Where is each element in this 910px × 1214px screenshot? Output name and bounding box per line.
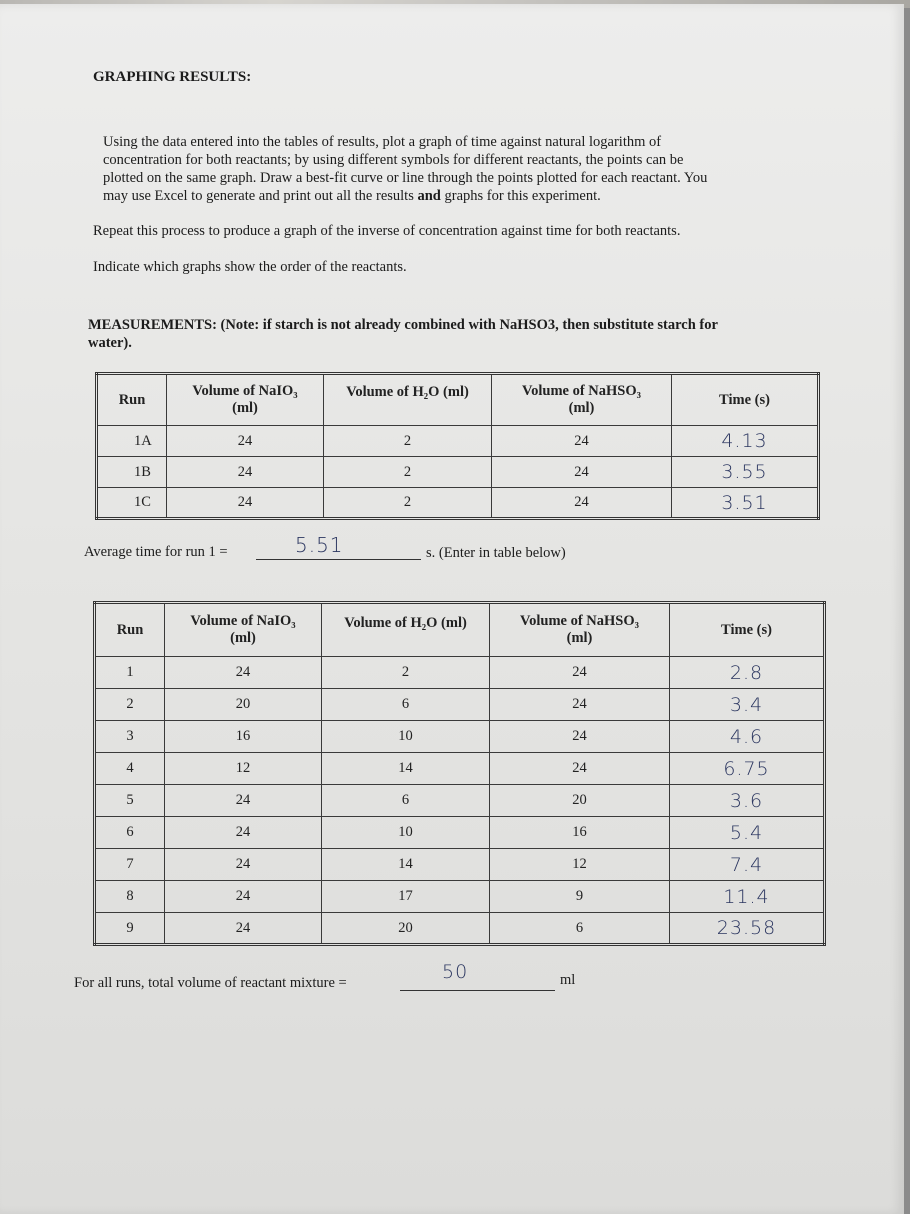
- run-cell: 1B: [97, 457, 167, 488]
- run-cell: 2: [95, 689, 165, 721]
- nahso3-cell: 16: [490, 817, 670, 849]
- nahso3-cell: 24: [492, 457, 672, 488]
- run-cell: 1A: [97, 426, 167, 457]
- header-naio3: Volume of NaIO₃ (ml): [167, 374, 324, 426]
- naio3-cell: 24: [165, 657, 322, 689]
- naio3-cell: 12: [165, 753, 322, 785]
- h2o-cell: 2: [324, 488, 492, 519]
- time-cell: 4.6: [670, 721, 825, 753]
- header-nahso3: Volume of NaHSO₃ (ml): [490, 603, 670, 657]
- time-cell: 11.4: [670, 881, 825, 913]
- header-time: Time (s): [672, 374, 819, 426]
- table-row: [95, 689, 825, 721]
- table-header-row: [95, 603, 825, 657]
- nahso3-cell: 20: [490, 785, 670, 817]
- nahso3-cell: 6: [490, 913, 670, 945]
- naio3-cell: 24: [165, 913, 322, 945]
- time-cell: 3.4: [670, 689, 825, 721]
- time-cell: 3.55: [672, 457, 819, 488]
- instruction-line: concentration for both reactants; by using different symbols for different reactants, the points can be: [103, 152, 684, 168]
- h2o-cell: 6: [322, 689, 490, 721]
- total-blank-line: [400, 990, 555, 991]
- nahso3-cell: 24: [492, 488, 672, 519]
- time-cell: 23.58: [670, 913, 825, 945]
- table-row: [95, 817, 825, 849]
- header-h2o: Volume of H₂O (ml): [322, 603, 490, 657]
- run-cell: 8: [95, 881, 165, 913]
- h2o-cell: 17: [322, 881, 490, 913]
- table-row: [95, 849, 825, 881]
- time-cell: 4.13: [672, 426, 819, 457]
- nahso3-cell: 24: [490, 721, 670, 753]
- naio3-cell: 24: [165, 785, 322, 817]
- table-row: [95, 881, 825, 913]
- h2o-cell: 2: [324, 426, 492, 457]
- table-row: [95, 753, 825, 785]
- h2o-cell: 14: [322, 849, 490, 881]
- table-row: [97, 457, 819, 488]
- naio3-cell: 24: [167, 426, 324, 457]
- table-row: [97, 426, 819, 457]
- instruction-line: plotted on the same graph. Draw a best-fit curve or line through the points plotted for each reactant. You: [103, 170, 708, 186]
- naio3-cell: 16: [165, 721, 322, 753]
- trial-runs-table: [95, 372, 820, 520]
- average-blank-line: [256, 559, 421, 560]
- time-cell: 5.4: [670, 817, 825, 849]
- nahso3-cell: 9: [490, 881, 670, 913]
- total-volume-label: For all runs, total volume of reactant mixture =: [74, 975, 347, 991]
- page-heading: GRAPHING RESULTS:: [93, 69, 252, 85]
- table-row: [95, 785, 825, 817]
- nahso3-cell: 24: [490, 753, 670, 785]
- header-h2o: Volume of H₂O (ml): [324, 374, 492, 426]
- naio3-cell: 24: [165, 817, 322, 849]
- instructions-paragraph-3: Indicate which graphs show the order of the reactants.: [93, 259, 407, 275]
- run-cell: 4: [95, 753, 165, 785]
- h2o-cell: 10: [322, 721, 490, 753]
- naio3-cell: 24: [167, 457, 324, 488]
- time-cell: 7.4: [670, 849, 825, 881]
- run-cell: 7: [95, 849, 165, 881]
- nahso3-cell: 24: [492, 426, 672, 457]
- table-row: [95, 657, 825, 689]
- table-row: [95, 721, 825, 753]
- average-suffix: s. (Enter in table below): [426, 545, 566, 561]
- worksheet-page: [0, 4, 904, 1214]
- measurements-note: MEASUREMENTS: (Note: if starch is not already combined with NaHSO3, then substitute starch for water).: [88, 317, 718, 351]
- average-time-value: 5.51: [295, 533, 344, 557]
- run-cell: 1: [95, 657, 165, 689]
- h2o-cell: 2: [324, 457, 492, 488]
- time-cell: 3.6: [670, 785, 825, 817]
- time-cell: 2.8: [670, 657, 825, 689]
- main-runs-table: [93, 601, 826, 946]
- h2o-cell: 2: [322, 657, 490, 689]
- instruction-line: may use Excel to generate and print out all the results and graphs for this experiment.: [103, 188, 601, 204]
- instructions-paragraph-1: [103, 133, 823, 205]
- h2o-cell: 20: [322, 913, 490, 945]
- nahso3-cell: 24: [490, 689, 670, 721]
- h2o-cell: 14: [322, 753, 490, 785]
- total-volume-unit: ml: [560, 972, 576, 988]
- nahso3-cell: 24: [490, 657, 670, 689]
- run-cell: 3: [95, 721, 165, 753]
- instructions-paragraph-2: Repeat this process to produce a graph of the inverse of concentration against time for both reactants.: [93, 223, 681, 239]
- table-row: [97, 488, 819, 519]
- header-time: Time (s): [670, 603, 825, 657]
- header-nahso3: Volume of NaHSO₃ (ml): [492, 374, 672, 426]
- instruction-line: Using the data entered into the tables of results, plot a graph of time against natural logarithm of: [103, 134, 662, 150]
- time-cell: 6.75: [670, 753, 825, 785]
- naio3-cell: 24: [165, 881, 322, 913]
- nahso3-cell: 12: [490, 849, 670, 881]
- table-header-row: [97, 374, 819, 426]
- naio3-cell: 24: [165, 849, 322, 881]
- total-volume-value: 50: [442, 961, 469, 983]
- run-cell: 6: [95, 817, 165, 849]
- run-cell: 1C: [97, 488, 167, 519]
- run-cell: 5: [95, 785, 165, 817]
- header-run: Run: [95, 603, 165, 657]
- run-cell: 9: [95, 913, 165, 945]
- header-run: Run: [97, 374, 167, 426]
- naio3-cell: 24: [167, 488, 324, 519]
- table-row: [95, 913, 825, 945]
- h2o-cell: 10: [322, 817, 490, 849]
- header-naio3: Volume of NaIO₃ (ml): [165, 603, 322, 657]
- h2o-cell: 6: [322, 785, 490, 817]
- average-label: Average time for run 1 =: [84, 544, 228, 560]
- naio3-cell: 20: [165, 689, 322, 721]
- time-cell: 3.51: [672, 488, 819, 519]
